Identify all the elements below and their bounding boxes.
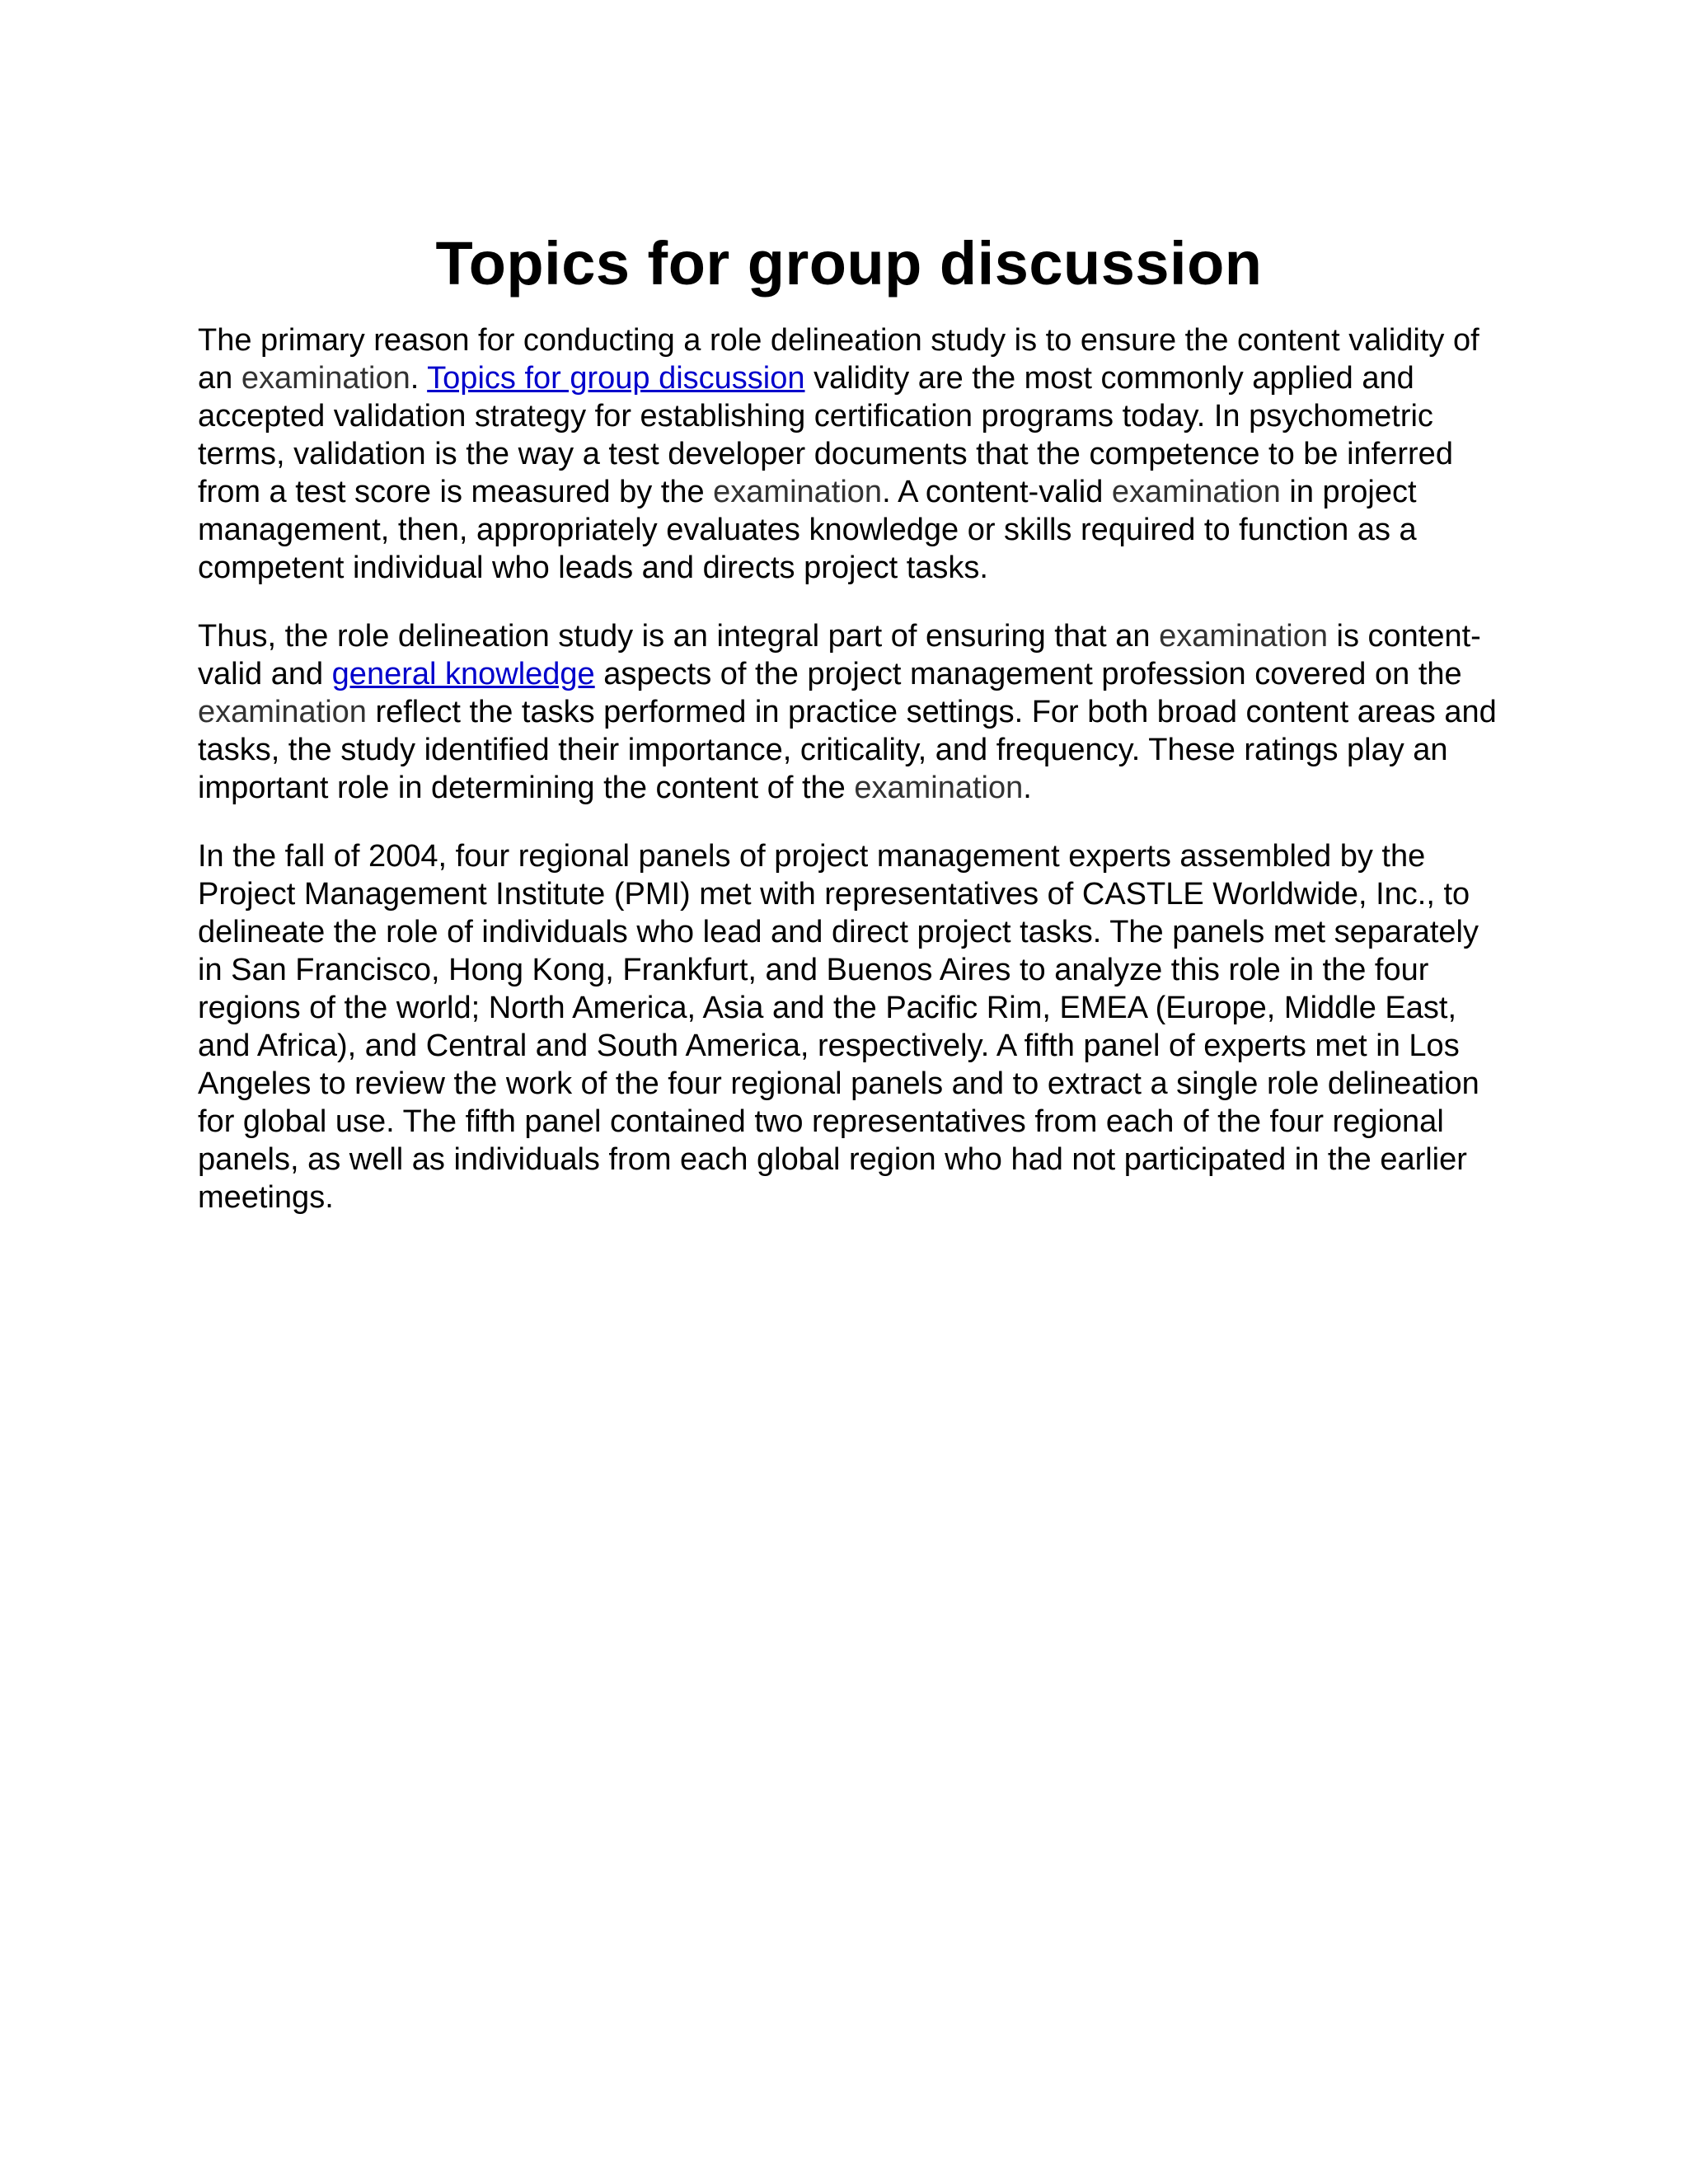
paragraph-3: In the fall of 2004, four regional panels of project management experts assembled by the Project Management Institute (PMI) met with representatives of CASTLE Worldwide, Inc., to delineate the role of individuals who lead and direct project tasks. The panels met separately in San Francisco, Hong Kong, Frankfurt, and Buenos Aires to analyze this role in the four regions of the world; North America, Asia and the Pacific Rim, EMEA (Europe, Middle East, and Africa), and Central and South America, respectively. A fifth panel of experts met in Los Angeles to review the work of the four regional panels and to extract a single role delineation for global use. The fifth panel contained two representatives from each of the four regional panels, as well as individuals from each global region who had not participated in the earlier meetings. xyxy=(198,839,1479,1215)
paragraph-2-term-2: examination xyxy=(198,695,367,729)
paragraph-2 xyxy=(198,617,1500,807)
document-page xyxy=(198,223,1500,1247)
paragraph-1 xyxy=(198,321,1500,587)
paragraph-1-text-5: in project management, then, appropriately evaluates knowledge or skills required to function as a competent individual who leads and directs project tasks. xyxy=(198,475,1417,585)
paragraph-2-text-4: reflect the tasks performed in practice settings. For both broad content areas and tasks, the study identified their importance, criticality, and frequency. These ratings play an important role in determining the content of the xyxy=(198,695,1497,805)
paragraph-1-term-3: examination xyxy=(1111,475,1281,509)
paragraph-1-term-2: examination xyxy=(713,475,883,509)
paragraph-1-text-3: validity are the most commonly applied and accepted validation strategy for establishing certification programs today. In psychometric terms, validation is the way a test developer documents that the competence to be inferred from a test score is measured by the xyxy=(198,361,1453,509)
paragraph-2-text-1: Thus, the role delineation study is an integral part of ensuring that an xyxy=(198,619,1160,654)
paragraph-2-term-3: examination xyxy=(854,771,1024,805)
page-title: Topics for group discussion xyxy=(435,229,1263,298)
paragraph-1-text-4: . A content-valid xyxy=(882,475,1112,509)
paragraph-2-text-2: is content- valid and xyxy=(198,619,1481,691)
topics-link[interactable]: Topics for group discussion xyxy=(427,361,805,396)
general-knowledge-link[interactable]: general knowledge xyxy=(331,657,595,691)
paragraph-1-text-2: . xyxy=(410,361,428,396)
paragraph-1-term-1: examination xyxy=(241,361,410,396)
paragraph-2-term-1: examination xyxy=(1159,619,1328,654)
paragraph-2-text-3: aspects of the project management profession covered on the xyxy=(594,657,1462,691)
paragraph-2-text-5: . xyxy=(1023,771,1032,805)
paragraph-1-text-1: The primary reason for conducting a role delineation study is to ensure the content validity of an xyxy=(198,323,1479,396)
